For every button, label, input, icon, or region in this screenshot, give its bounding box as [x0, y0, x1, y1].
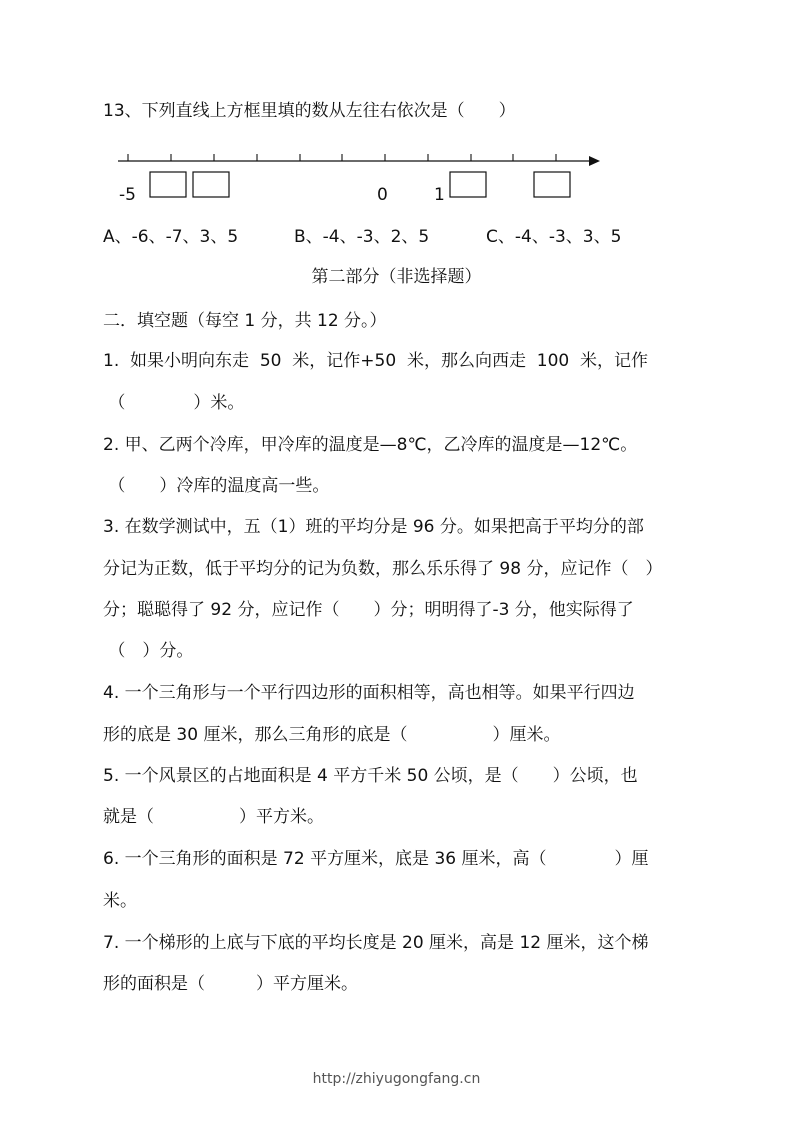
text-line: 形的面积是（ ）平方厘米。 [103, 974, 358, 994]
text-line: 3. 在数学测试中，五（1）班的平均分是 96 分。如果把高于平均分的部 [103, 517, 644, 537]
text-line: （ ）米。 [103, 393, 245, 413]
text-line: （ ）冷库的温度高一些。 [103, 476, 330, 496]
section-title: 第二部分（非选择题） [311, 267, 482, 287]
option-b: B、-4、-3、2、5 [294, 227, 430, 247]
number-line-label-minus5: -5 [119, 185, 136, 205]
number-line-label-one: 1 [434, 185, 445, 205]
number-line [100, 140, 610, 205]
text-line: 2. 甲、乙两个冷库，甲冷库的温度是—8℃，乙冷库的温度是—12℃。 [103, 435, 638, 455]
text-line: 分；聪聪得了 92 分，应记作（ ）分；明明得了-3 分，他实际得了 [103, 600, 634, 620]
option-a: A、-6、-7、3、5 [103, 227, 239, 247]
text-line: 就是（ ）平方米。 [103, 807, 324, 827]
text-line: 5. 一个风景区的占地面积是 4 平方千米 50 公顷，是（ ）公顷，也 [103, 766, 638, 786]
number-line-arrow [589, 156, 600, 166]
text-line: （ ）分。 [103, 641, 194, 661]
text-line: 6. 一个三角形的面积是 72 平方厘米，底是 36 厘米，高（ ）厘 [103, 849, 649, 869]
answer-box-2 [193, 172, 229, 197]
fill-blank-header: 二．填空题（每空 1 分，共 12 分。） [103, 311, 387, 331]
text-line: 形的底是 30 厘米，那么三角形的底是（ ）厘米。 [103, 725, 561, 745]
answer-box-4 [534, 172, 570, 197]
text-line: 1. 如果小明向东走 50 米，记作+50 米，那么向西走 100 米，记作 [103, 351, 649, 371]
question-13: 13、下列直线上方框里填的数从左往右依次是（ ） [103, 101, 516, 121]
answer-box-1 [150, 172, 186, 197]
text-line: 4. 一个三角形与一个平行四边形的面积相等，高也相等。如果平行四边 [103, 683, 635, 703]
answer-box-3 [450, 172, 486, 197]
option-c: C、-4、-3、3、5 [486, 227, 622, 247]
footer-url: http://zhiyugongfang.cn [312, 1071, 481, 1087]
text-line: 7. 一个梯形的上底与下底的平均长度是 20 厘米，高是 12 厘米，这个梯 [103, 933, 649, 953]
number-line-ticks [128, 154, 556, 161]
number-line-label-zero: 0 [377, 185, 388, 205]
text-line: 分记为正数，低于平均分的记为负数，那么乐乐得了 98 分，应记作（ ） [103, 559, 663, 579]
text-line: 米。 [103, 891, 137, 911]
